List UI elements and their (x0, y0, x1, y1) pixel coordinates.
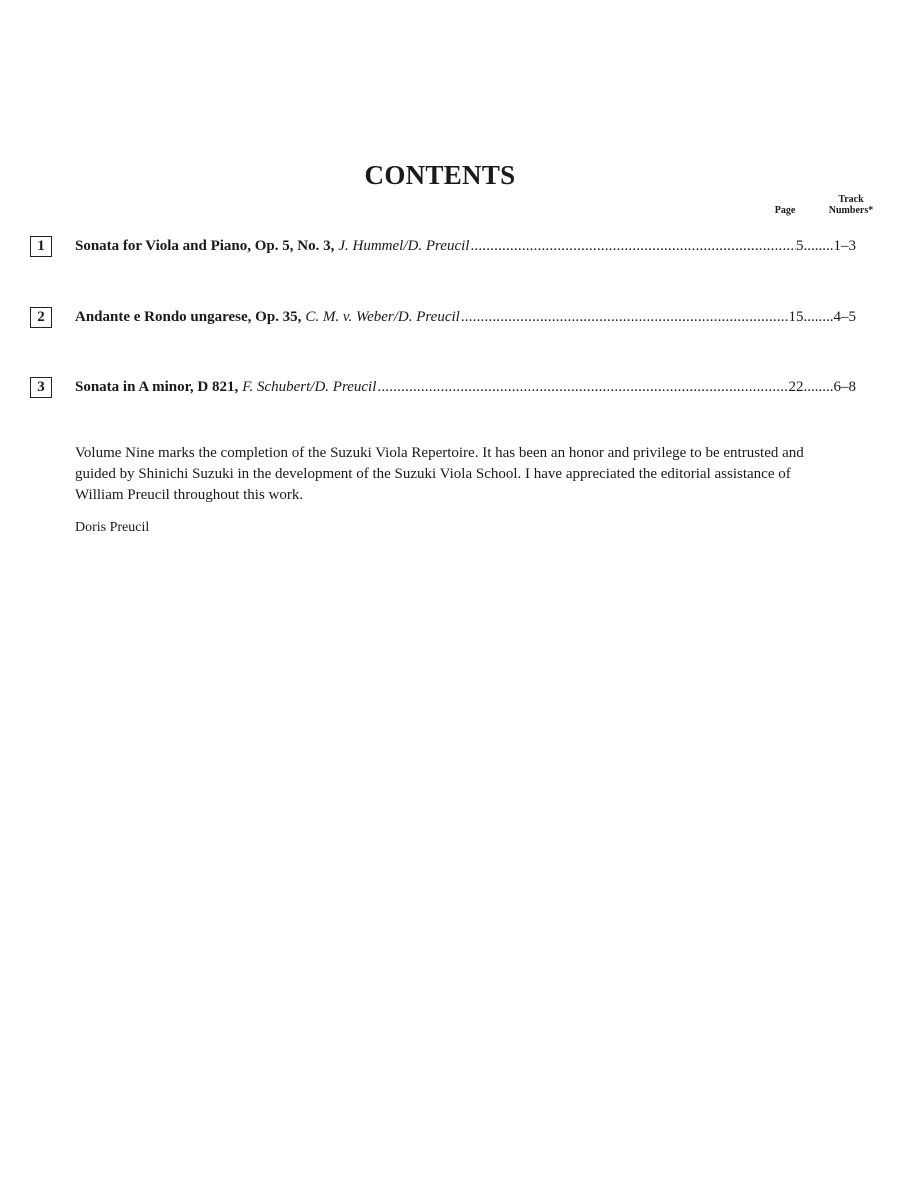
track-numbers-column-header (822, 194, 880, 216)
entry-title: Andante e Rondo ungarese, Op. 35, (75, 308, 302, 325)
entry-author: F. Schubert/D. Preucil (242, 378, 377, 395)
entry-author: J. Hummel/D. Preucil (338, 237, 470, 254)
page-column-header: Page (774, 205, 796, 216)
toc-entry-3[interactable] (30, 374, 856, 400)
signature: Doris Preucil (75, 520, 150, 535)
dot-leader-short: ........ (803, 237, 834, 254)
entry-page-number: 15 (788, 308, 804, 325)
entry-title: Sonata for Viola and Piano, Op. 5, No. 3, (75, 237, 335, 254)
entry-number-box: 2 (30, 307, 52, 328)
page-title: CONTENTS (364, 160, 516, 190)
entry-number-box: 3 (30, 377, 52, 398)
entry-track-numbers: 6–8 (833, 378, 856, 395)
entry-line (75, 309, 856, 326)
toc-entry-2[interactable] (30, 304, 856, 330)
dot-leader (377, 379, 788, 396)
dot-leader (470, 238, 796, 255)
dot-leader-short: ........ (803, 308, 834, 325)
toc-entry-1[interactable] (30, 233, 856, 259)
track-header-line2: Numbers* (828, 205, 874, 216)
entry-page-number: 5 (796, 237, 804, 254)
entry-author: C. M. v. Weber/D. Preucil (305, 308, 460, 325)
entry-page-number: 22 (788, 378, 804, 395)
entry-title: Sonata in A minor, D 821, (75, 378, 239, 395)
entry-line (75, 379, 856, 396)
track-header-line1: Track (838, 194, 864, 205)
dot-leader-short: ........ (803, 378, 834, 395)
preface-note: Volume Nine marks the completion of the Suzuki Viola Repertoire. It has been an honor and privilege to be entrusted and guided by Shinichi Suzuki in the development of the Suzuki Viola School. I have appreciated the editorial assistance of William Preucil throughout this work. (75, 445, 804, 503)
entry-track-numbers: 1–3 (833, 237, 856, 254)
entry-line (75, 238, 856, 255)
dot-leader (461, 309, 789, 326)
entry-number-box: 1 (30, 236, 52, 257)
entry-track-numbers: 4–5 (833, 308, 856, 325)
